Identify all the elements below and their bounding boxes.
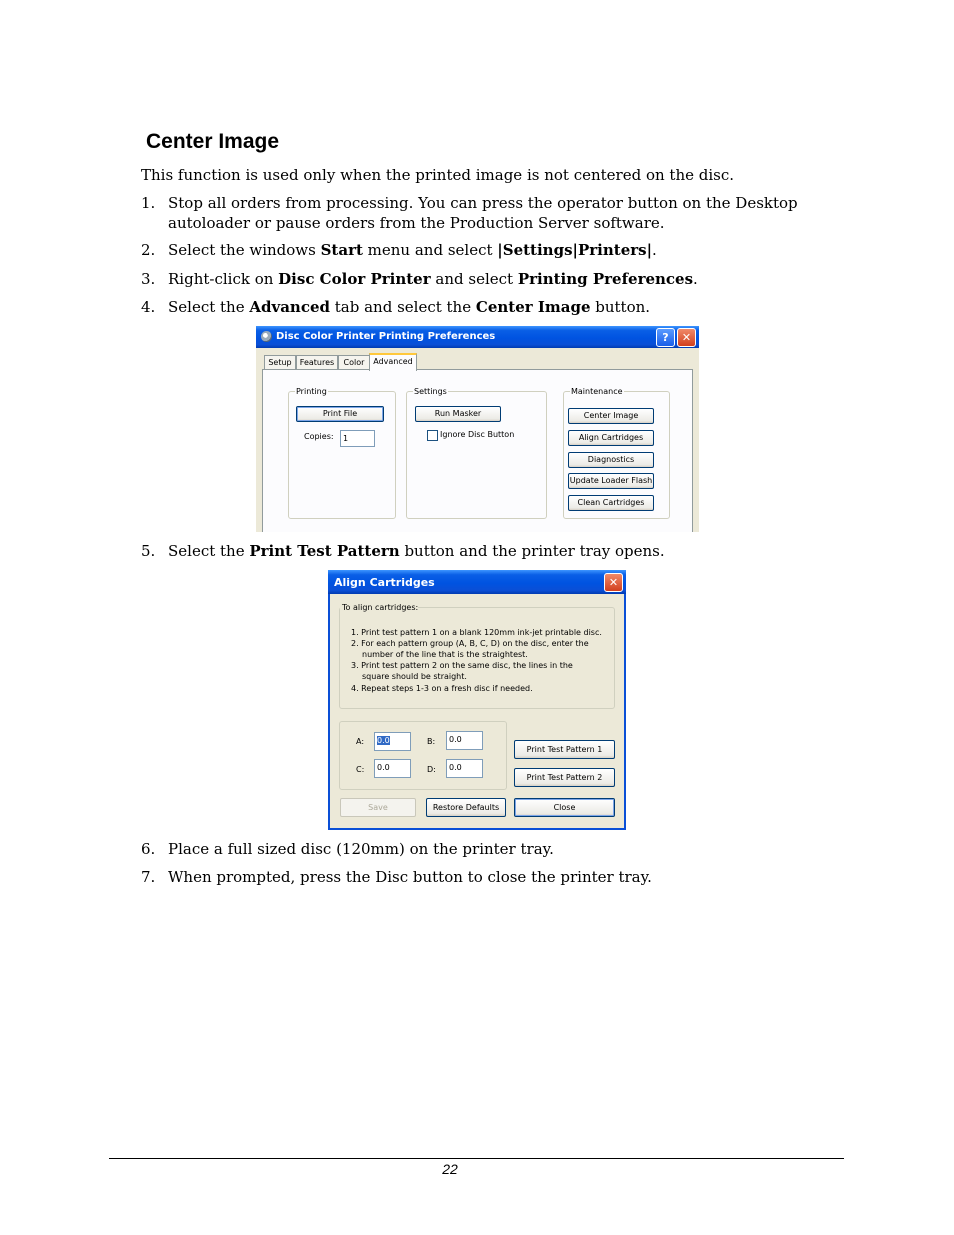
step-number: 4. [141,298,156,316]
instruction-line: square should be straight. [362,672,467,681]
step-text: Select the Print Test Pattern button and the printer tray opens. [168,542,665,560]
step-number: 1. [141,194,156,212]
step-6 [141,839,840,859]
step-2 [141,240,840,260]
step-4 [141,297,840,317]
save-button[interactable]: Save [340,798,416,817]
step-number: 3. [141,270,156,288]
printing-legend: Printing [296,387,327,396]
printing-preferences-window [256,326,699,532]
label-a: A: [356,737,365,746]
dialog-close-button[interactable]: Close [514,798,615,817]
tab-color[interactable]: Color [338,355,370,369]
page-number: 22 [442,1161,458,1177]
step-7 [141,867,840,887]
tab-advanced[interactable]: Advanced [369,353,417,371]
title-bar [256,326,699,348]
step-3 [141,269,840,289]
title-bar [328,570,626,594]
label-d: D: [427,765,436,774]
settings-legend: Settings [414,387,447,396]
clean-cartridges-button[interactable]: Clean Cartridges [568,495,654,511]
pattern-d-input[interactable]: 0.0 [446,759,483,778]
instruction-line: 4. Repeat steps 1-3 on a fresh disc if needed. [351,684,533,693]
align-cartridges-dialog [328,570,626,830]
print-file-button[interactable]: Print File [296,406,384,422]
pattern-a-input[interactable]: 0.0 [374,732,411,751]
tab-features[interactable]: Features [296,355,338,369]
pattern-c-input[interactable]: 0.0 [374,759,411,778]
ignore-disc-label: Ignore Disc Button [440,430,515,439]
copies-label: Copies: [304,432,334,441]
dialog-title: Align Cartridges [334,576,435,589]
instruction-line: number of the line that is the straightest. [362,650,528,659]
step-1 [141,193,840,233]
maintenance-legend: Maintenance [571,387,623,396]
section-heading: Center Image [146,130,280,153]
diagnostics-button[interactable]: Diagnostics [568,452,654,468]
ignore-disc-checkbox[interactable] [427,430,438,441]
copies-input[interactable]: 1 [340,430,375,447]
step-5 [141,541,840,561]
update-loader-flash-button[interactable]: Update Loader Flash [568,473,654,489]
step-text: When prompted, press the Disc button to close the printer tray. [168,868,652,886]
advanced-tab-panel [262,369,693,532]
step-text: Place a full sized disc (120mm) on the printer tray. [168,840,554,858]
intro-text: This function is used only when the printed image is not centered on the disc. [141,166,735,184]
label-c: C: [356,765,365,774]
pattern-b-input[interactable]: 0.0 [446,731,483,750]
close-button[interactable]: ✕ [604,573,623,592]
close-button[interactable]: ✕ [677,328,696,347]
run-masker-button[interactable]: Run Masker [415,406,501,422]
step-text: Stop all orders from processing. You can press the operator button on the Desktop autoloader or pause orders from the Production Server software. [168,194,798,232]
tab-setup[interactable]: Setup [264,355,296,369]
align-cartridges-button[interactable]: Align Cartridges [568,430,654,446]
footer-rule [109,1158,844,1159]
step-number: 6. [141,840,156,858]
help-button[interactable]: ? [656,328,675,347]
step-number: 2. [141,241,156,259]
instruction-line: 1. Print test pattern 1 on a blank 120mm ink-jet printable disc. [351,628,602,637]
instruction-line: 2. For each pattern group (A, B, C, D) on the disc, enter the [351,639,589,648]
step-text: Select the Advanced tab and select the Center Image button. [168,298,651,316]
step-text: Select the windows Start menu and select |Settings|Printers|. [168,241,657,259]
step-number: 7. [141,868,156,886]
window-title: Disc Color Printer Printing Preferences [276,331,496,342]
instructions-title: To align cartridges: [342,603,419,612]
label-b: B: [427,737,436,746]
print-test-pattern-2-button[interactable]: Print Test Pattern 2 [514,768,615,787]
restore-defaults-button[interactable]: Restore Defaults [426,798,506,817]
print-test-pattern-1-button[interactable]: Print Test Pattern 1 [514,740,615,759]
instruction-line: 3. Print test pattern 2 on the same disc, the lines in the [351,661,573,670]
step-text: Right-click on Disc Color Printer and select Printing Preferences. [168,270,698,288]
step-number: 5. [141,542,156,560]
center-image-button[interactable]: Center Image [568,408,654,424]
printer-icon [261,331,272,342]
